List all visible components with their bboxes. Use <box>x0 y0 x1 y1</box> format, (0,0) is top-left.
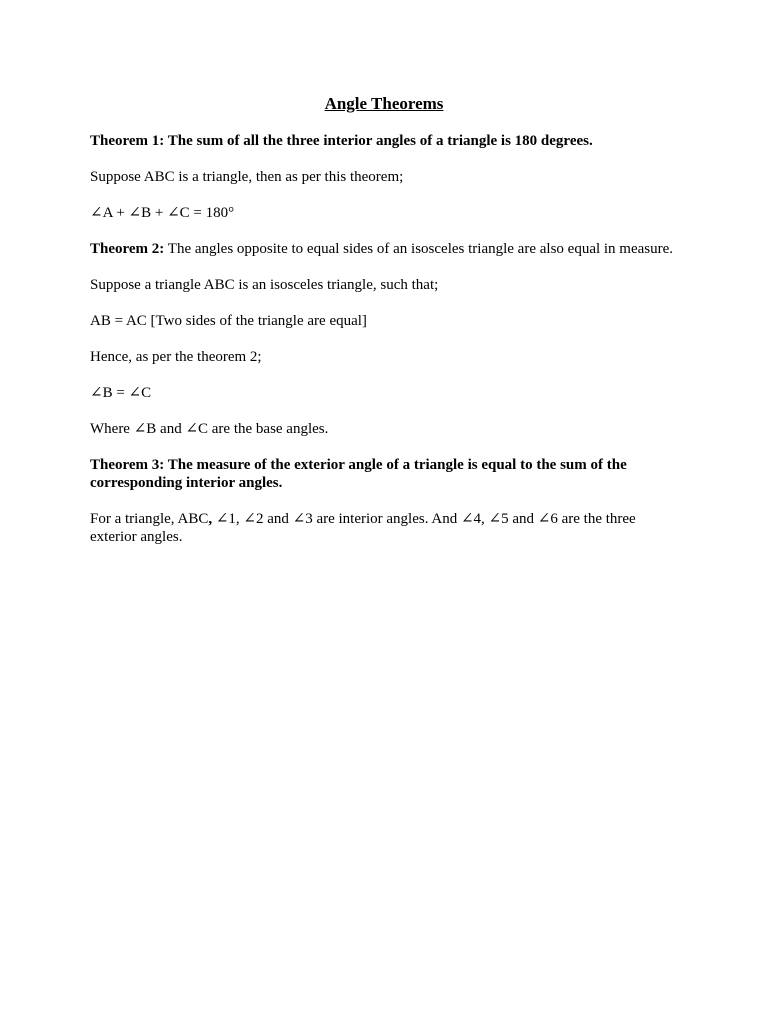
page-title: Angle Theorems <box>324 94 444 113</box>
theorem-3-heading: Theorem 3: The measure of the exterior angle of a triangle is equal to the sum of the corresponding interior angles. <box>90 457 627 491</box>
theorem-2-line-4: Where ∠B and ∠C are the base angles. <box>90 421 329 437</box>
theorem-1-heading: Theorem 1: The sum of all the three interior angles of a triangle is 180 degrees. <box>90 133 593 149</box>
theorem-2-line-2: AB = AC [Two sides of the triangle are equal] <box>90 313 367 329</box>
theorem-1-equation: ∠A + ∠B + ∠C = 180° <box>90 205 235 221</box>
theorem-2-text: The angles opposite to equal sides of an isosceles triangle are also equal in measure. <box>164 241 674 257</box>
theorem-3-bold-comma: , <box>208 511 213 527</box>
theorem-3-line-1-part-b: ∠1, ∠2 and ∠3 are interior angles. And ∠4, ∠5 and ∠6 are the three exterior angles. <box>90 511 636 545</box>
theorem-2-line-3: Hence, as per the theorem 2; <box>90 349 262 365</box>
theorem-3-line-1-part-a: For a triangle, ABC <box>90 511 209 527</box>
theorem-1-line-1: Suppose ABC is a triangle, then as per this theorem; <box>90 169 404 185</box>
theorem-2-label: Theorem 2: <box>90 241 165 257</box>
theorem-2-equation: ∠B = ∠C <box>90 385 152 401</box>
theorem-3-line-1 <box>90 510 678 546</box>
theorem-2-line-1: Suppose a triangle ABC is an isosceles triangle, such that; <box>90 277 439 293</box>
theorem-2-paragraph <box>90 240 678 258</box>
